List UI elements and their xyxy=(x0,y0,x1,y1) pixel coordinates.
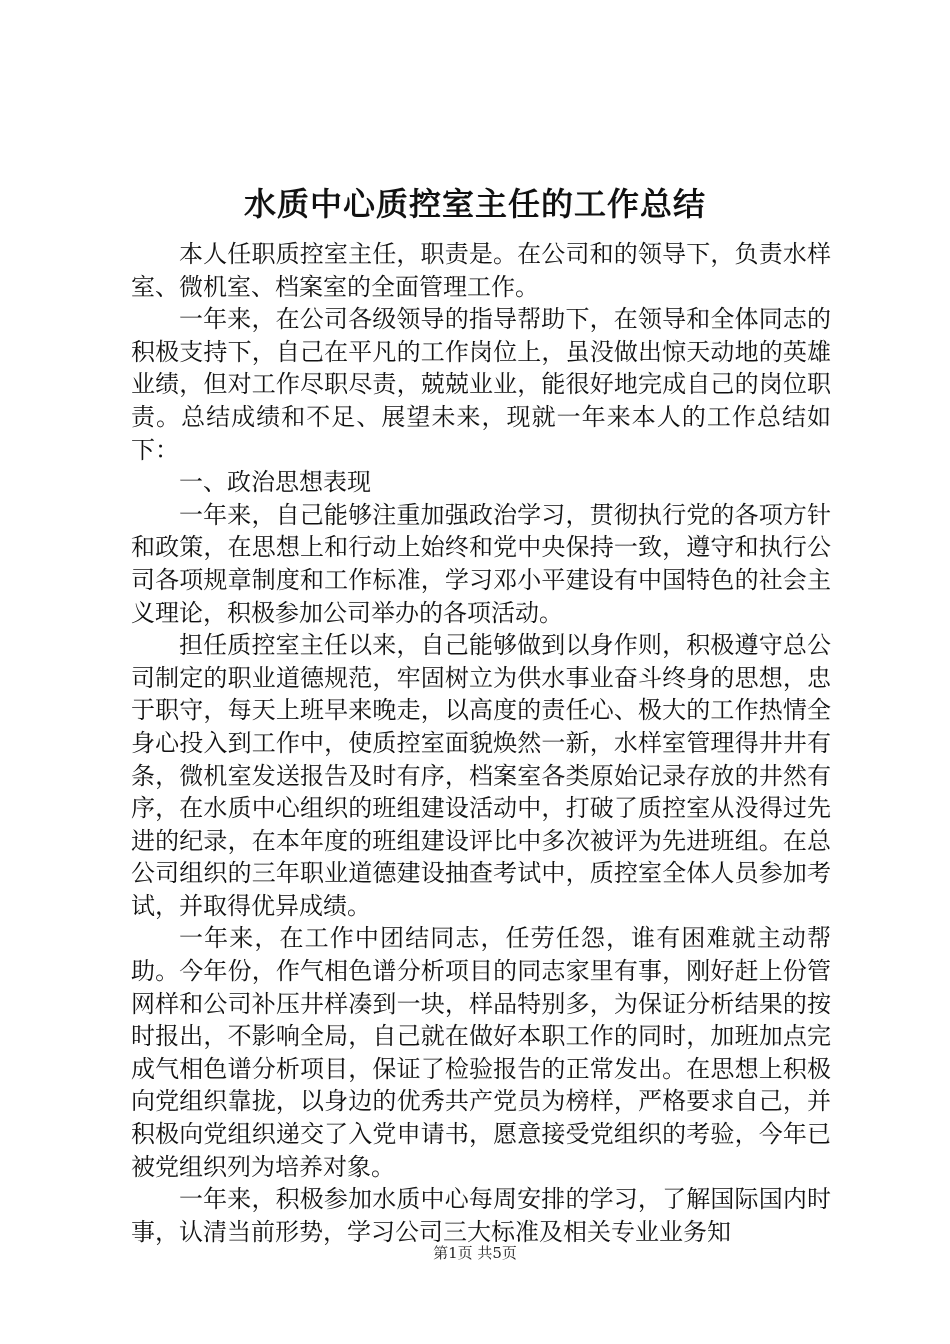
paragraph-political-study: 一年来，自己能够注重加强政治学习，贯彻执行党的各项方针和政策，在思想上和行动上始终和党中央保持一致，遵守和执行公司各项规章制度和工作标准，学习邓小平建设有中国特色的社会主义理论，积极参加公司举办的各项活动。 xyxy=(131,500,831,627)
paragraph-teamwork: 一年来，在工作中团结同志，任劳任怨，谁有困难就主动帮助。今年份，作气相色谱分析项目的同志家里有事，刚好赶上份管网样和公司补压井样凑到一块，样品特别多，为保证分析结果的按时报出，不影响全局，自己就在做好本职工作的同时，加班加点完成气相色谱分析项目，保证了检验报告的正常发出。在思想上积极向党组织靠拢，以身边的优秀共产党员为榜样，严格要求自己，并积极向党组织递交了入党申请书，愿意接受党组织的考验，今年已被党组织列为培养对象。 xyxy=(131,924,831,1181)
document-body xyxy=(131,238,831,1248)
paragraph-intro: 本人任职质控室主任，职责是。在公司和的领导下，负责水样室、微机室、档案室的全面管理工作。 xyxy=(131,240,831,301)
document-title: 水质中心质控室主任的工作总结 xyxy=(243,185,706,223)
paragraph-leadership: 担任质控室主任以来，自己能够做到以身作则，积极遵守总公司制定的职业道德规范，牢固树立为供水事业奋斗终身的思想，忠于职守，每天上班早来晚走，以高度的责任心、极大的工作热情全身心投入到工作中，使质控室面貌焕然一新，水样室管理得井井有条，微机室发送报告及时有序，档案室各类原始记录存放的井然有序，在水质中心组织的班组建设活动中，打破了质控室从没得过先进的纪录，在本年度的班组建设评比中多次被评为先进班组。在总公司组织的三年职业道德建设抽查考试中，质控室全体人员参加考试，并取得优异成绩。 xyxy=(131,631,831,920)
section-heading-political: 一、政治思想表现 xyxy=(179,468,371,497)
paragraph-overview: 一年来，在公司各级领导的指导帮助下，在领导和全体同志的积极支持下，自己在平凡的工作岗位上，虽没做出惊天动地的英雄业绩，但对工作尽职尽责，兢兢业业，能很好地完成自己的岗位职责。总结成绩和不足、展望未来，现就一年来本人的工作总结如下： xyxy=(131,305,831,464)
paragraph-learning: 一年来，积极参加水质中心每周安排的学习，了解国际国内时事，认清当前形势，学习公司三大标准及相关专业业务知 xyxy=(131,1185,831,1246)
page-number-footer: 第1页 共5页 xyxy=(433,1244,517,1262)
